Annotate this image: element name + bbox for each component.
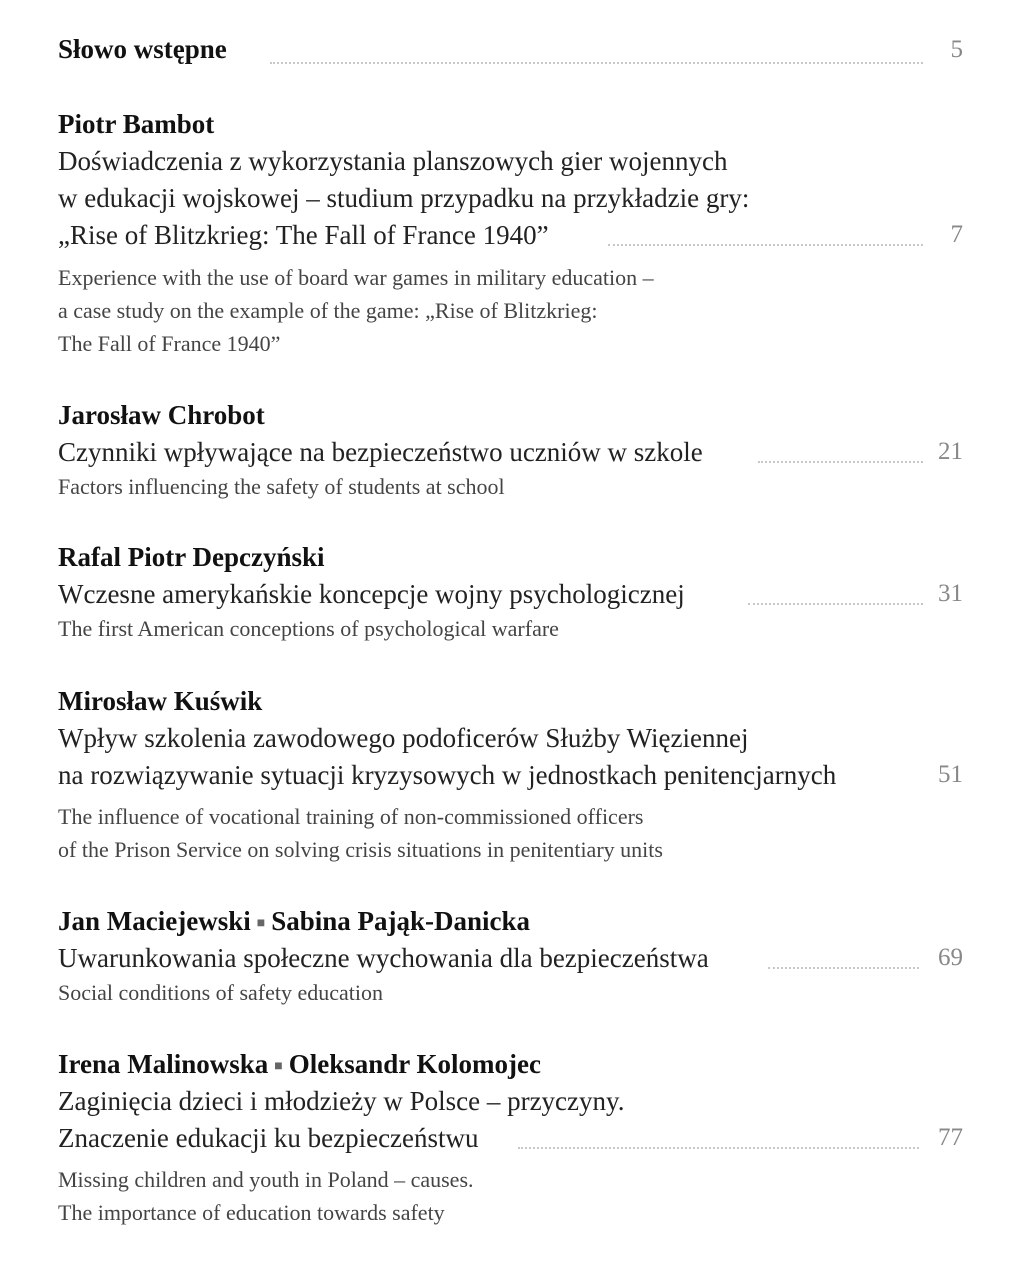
page-number: 5 (950, 36, 963, 63)
entry-author: Jan Maciejewski (58, 906, 251, 936)
page-number: 69 (938, 944, 963, 971)
leader-dots (758, 461, 923, 463)
entry-translation-line: a case study on the example of the game: „Rise of Blitzkrieg: (58, 298, 598, 323)
leader-dots (518, 1147, 919, 1149)
entry-title-line: Znaczenie edukacji ku bezpieczeństwu (58, 1123, 479, 1153)
toc-entry[interactable] (58, 109, 963, 359)
author-separator-icon: ■ (274, 1058, 283, 1074)
entry-authors (58, 1049, 541, 1080)
entry-author: Jarosław Chrobot (58, 400, 265, 430)
entry-title-line: Wczesne amerykańskie koncepcje wojny psychologicznej (58, 579, 685, 609)
entry-title-line: Zaginięcia dzieci i młodzieży w Polsce – przyczyny. (58, 1086, 625, 1116)
entry-author: Piotr Bambot (58, 109, 215, 139)
entry-title-line: w edukacji wojskowej – studium przypadku na przykładzie gry: (58, 183, 750, 213)
leader-dots (270, 62, 923, 64)
toc-entry[interactable] (58, 686, 963, 866)
leader-dots (768, 967, 919, 969)
foreword-title: Słowo wstępne (58, 34, 227, 64)
leader-dots (608, 244, 923, 246)
page-number: 7 (950, 221, 963, 248)
entry-translation-line: The influence of vocational training of non-commissioned officers (58, 804, 644, 829)
page-number: 31 (938, 580, 963, 607)
toc-foreword[interactable] (58, 34, 963, 70)
page-number: 51 (938, 761, 963, 788)
entry-translation-line: Experience with the use of board war games in military education – (58, 265, 654, 290)
entry-translation-line: Missing children and youth in Poland – causes. (58, 1167, 474, 1192)
entry-translation-line: Social conditions of safety education (58, 980, 384, 1005)
leader-dots (748, 603, 923, 605)
page-number: 77 (938, 1124, 963, 1151)
entry-author: Sabina Pająk-Danicka (271, 906, 530, 936)
entry-translation-line: The first American conceptions of psychological warfare (58, 616, 559, 641)
entry-author: Mirosław Kuświk (58, 686, 263, 716)
toc-entry[interactable] (58, 1049, 963, 1239)
toc-entry[interactable] (58, 542, 963, 652)
entry-author: Rafal Piotr Depczyński (58, 542, 325, 572)
entry-translation-line: Factors influencing the safety of students at school (58, 474, 505, 499)
page-number: 21 (938, 438, 963, 465)
entry-title-line: Wpływ szkolenia zawodowego podoficerów Służby Więziennej (58, 723, 749, 753)
entry-title-line: Uwarunkowania społeczne wychowania dla bezpieczeństwa (58, 943, 709, 973)
entry-title-line: na rozwiązywanie sytuacji kryzysowych w jednostkach penitencjarnych (58, 760, 837, 790)
entry-title-line: Czynniki wpływające na bezpieczeństwo uczniów w szkole (58, 437, 703, 467)
entry-title-line: Doświadczenia z wykorzystania planszowych gier wojennych (58, 146, 728, 176)
toc-entry[interactable] (58, 400, 963, 510)
entry-authors (58, 906, 530, 937)
entry-title-line: „Rise of Blitzkrieg: The Fall of France 1940” (58, 220, 549, 250)
entry-translation-line: The Fall of France 1940” (58, 331, 281, 356)
toc-entry[interactable] (58, 906, 963, 1016)
author-separator-icon: ■ (256, 915, 266, 931)
entry-translation-line: The importance of education towards safety (58, 1200, 445, 1225)
entry-author: Irena Malinowska (58, 1049, 269, 1079)
entry-author: Oleksandr Kolomojec (288, 1049, 541, 1079)
entry-translation-line: of the Prison Service on solving crisis situations in penitentiary units (58, 837, 663, 862)
